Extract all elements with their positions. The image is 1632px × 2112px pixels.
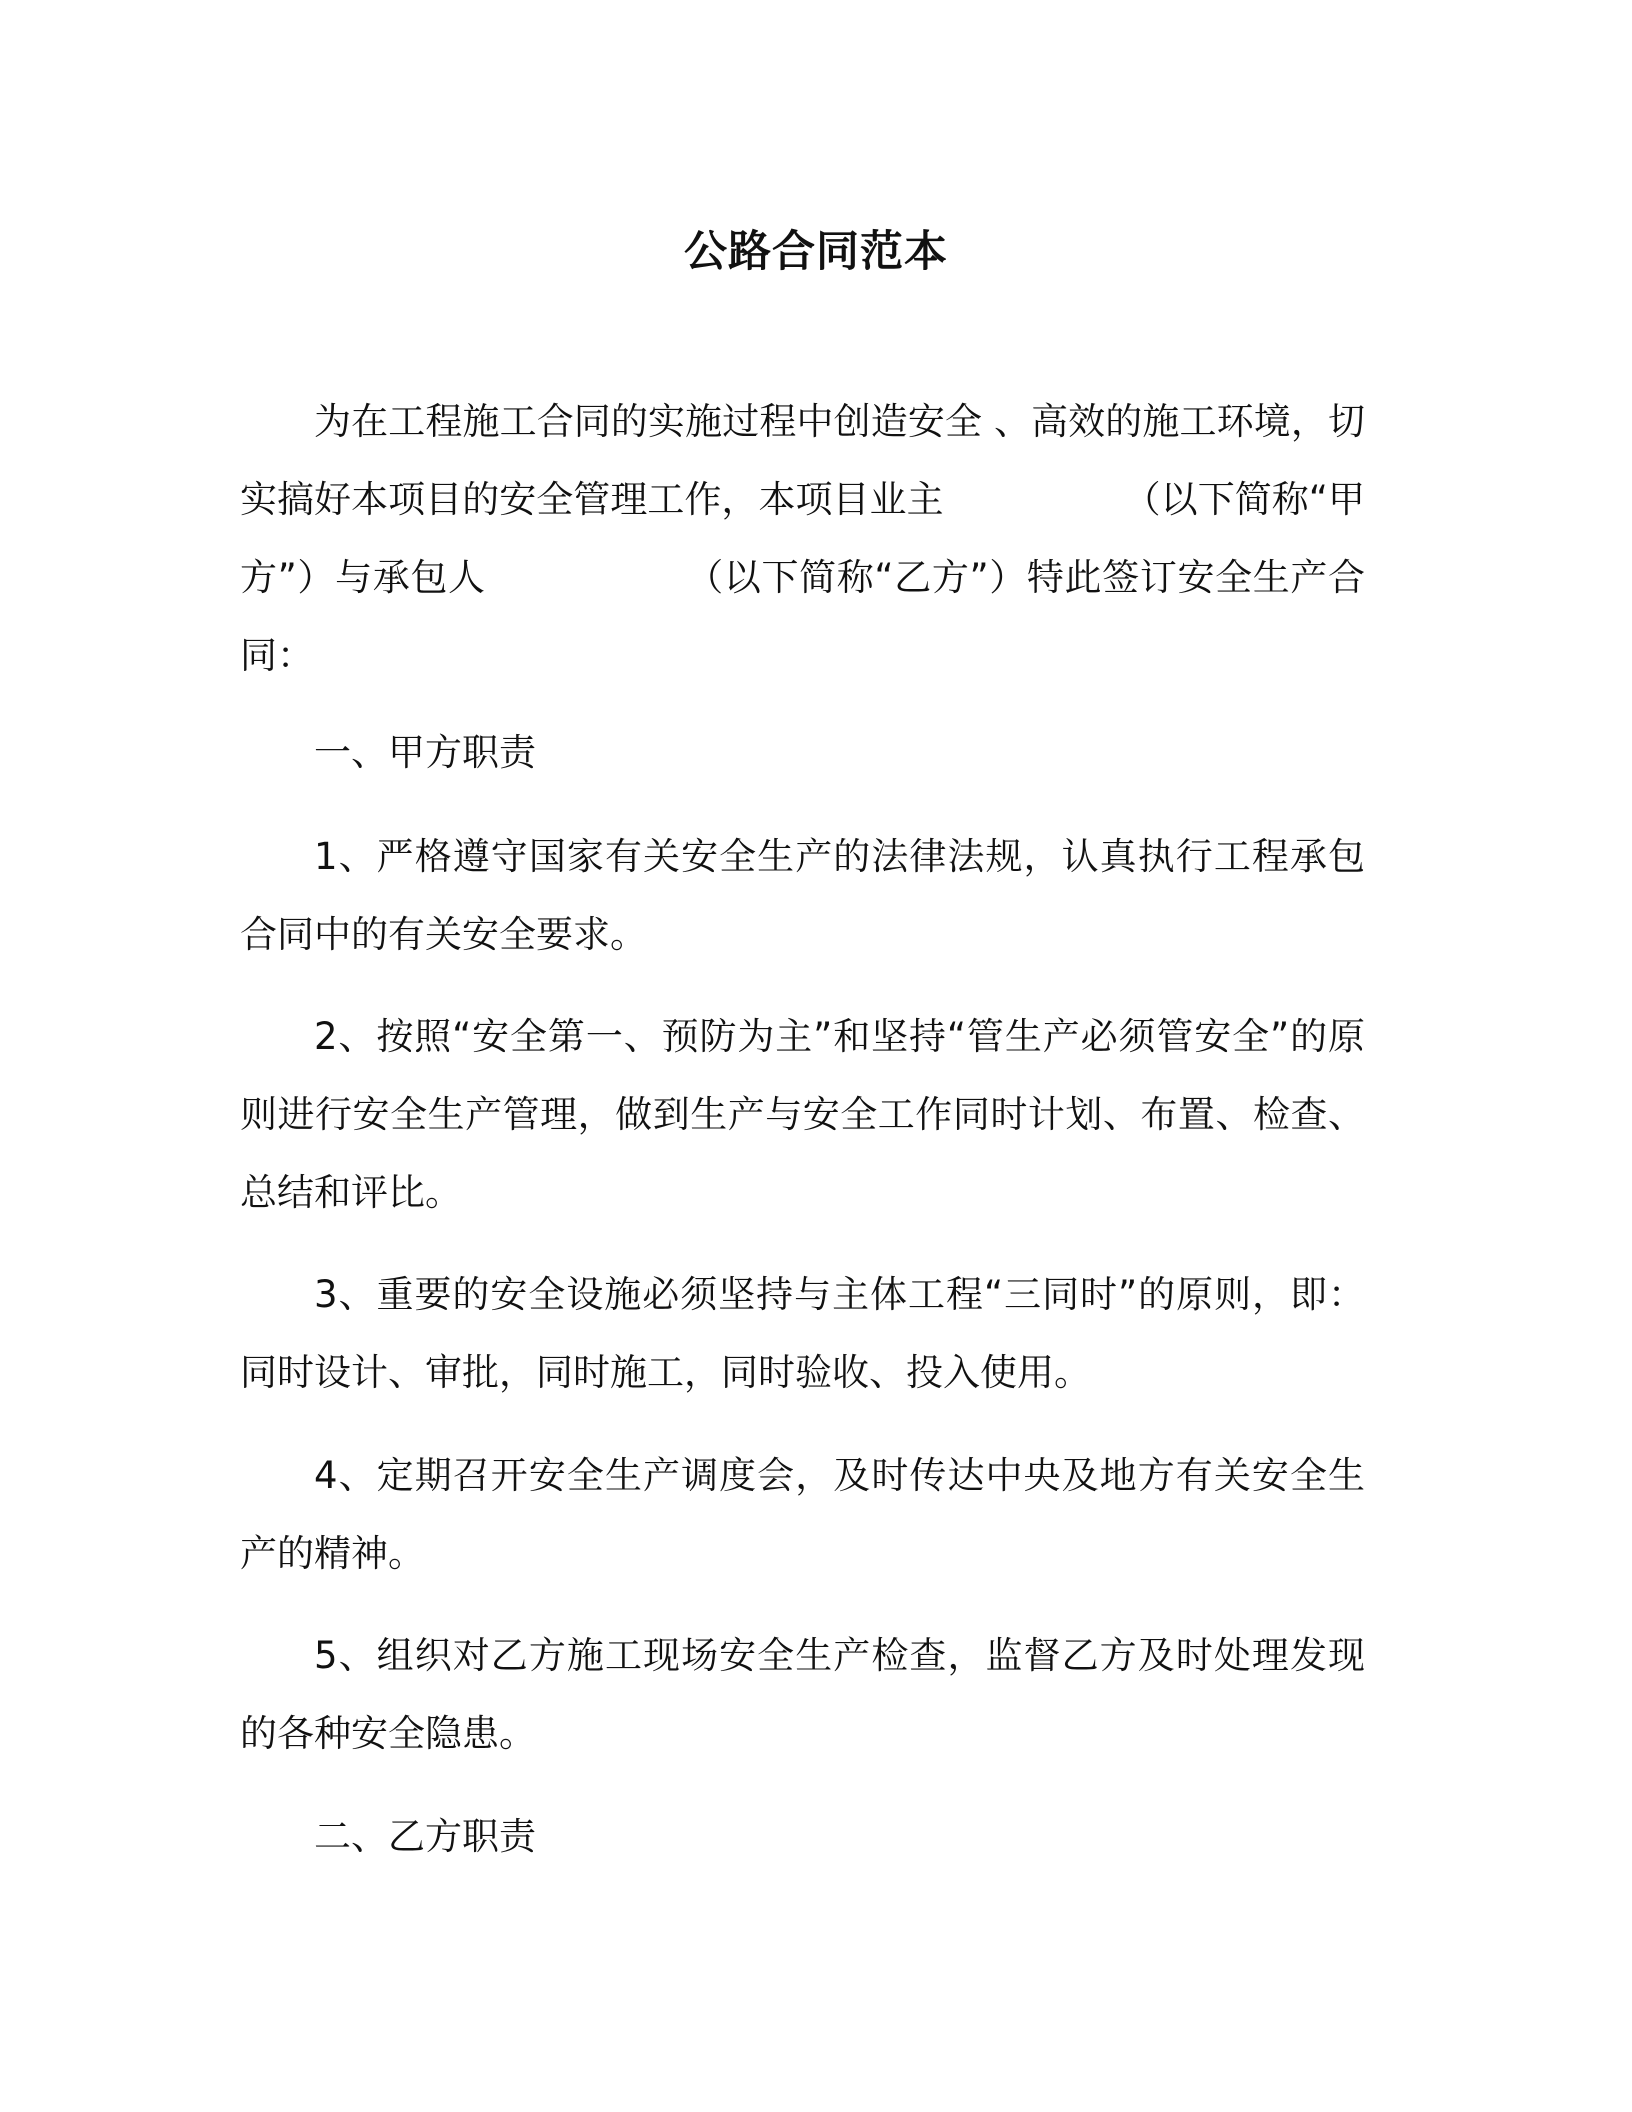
intro-text-part3: （以下简称“乙方”）特此签订安全生产合同： bbox=[240, 556, 1365, 677]
list-item: 3、重要的安全设施必须坚持与主体工程“三同时”的原则，即：同时设计、审批，同时施工，同时验收、投入使用。 bbox=[240, 1273, 1365, 1394]
list-item: 4、定期召开安全生产调度会，及时传达中央及地方有关安全生产的精神。 bbox=[240, 1454, 1365, 1575]
section-heading-party-b: 二、乙方职责 bbox=[314, 1815, 536, 1858]
document-title: 公路合同范本 bbox=[684, 227, 948, 277]
section-heading-party-a: 一、甲方职责 bbox=[314, 731, 536, 774]
list-item: 2、按照“安全第一、预防为主”和坚持“管生产必须管安全”的原则进行安全生产管理，做到生产与安全工作同时计划、布置、检查、总结和评比。 bbox=[240, 1015, 1365, 1214]
intro-paragraph bbox=[240, 383, 1365, 695]
intro-text-part1: 为在工程施工合同的实施过程中创造安全 、高效的施工环境，切实搞好本项目的安全管理工作，本项目业主 bbox=[240, 400, 1365, 521]
intro-text-part2: （以下简称“甲方”）与承包人 bbox=[240, 478, 1366, 599]
list-item: 1、严格遵守国家有关安全生产的法律法规，认真执行工程承包合同中的有关安全要求。 bbox=[240, 835, 1365, 956]
list-item: 5、组织对乙方施工现场安全生产检查，监督乙方及时处理发现的各种安全隐患。 bbox=[240, 1634, 1365, 1755]
